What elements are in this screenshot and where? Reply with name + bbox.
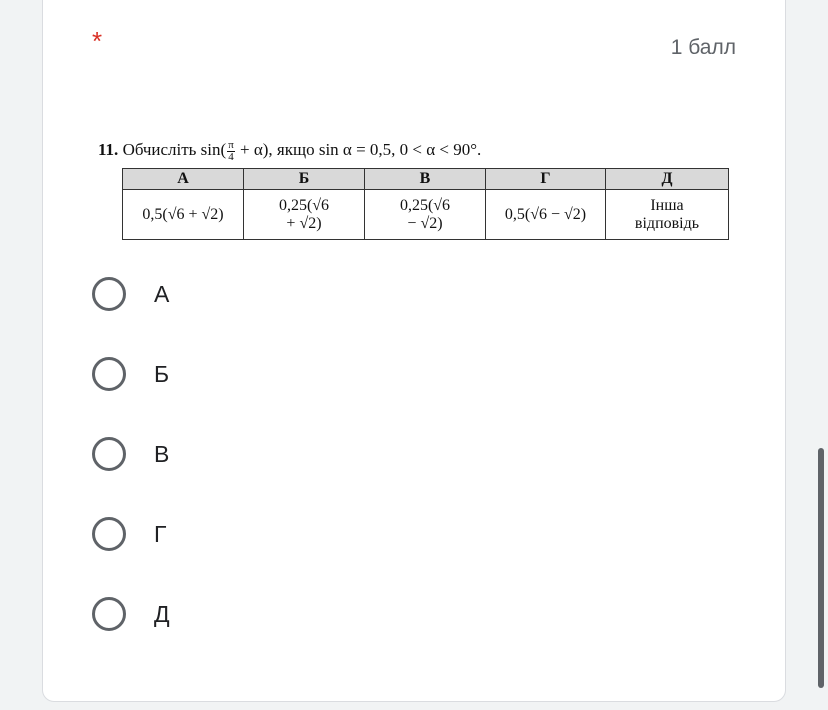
cell-d-line-2: відповідь: [634, 214, 700, 232]
problem-image: [98, 138, 738, 162]
option-b-label: Б: [154, 360, 170, 387]
radio-button-d[interactable]: [92, 597, 126, 631]
option-v-label: В: [154, 440, 170, 467]
option-v[interactable]: [90, 434, 170, 474]
option-d[interactable]: [90, 594, 170, 634]
problem-text-after: + α), якщо sin α = 0,5, 0 < α < 90°.: [235, 140, 482, 159]
cell-a: [123, 190, 244, 240]
answer-table-header-row: [123, 169, 729, 190]
radio-button-v[interactable]: [92, 437, 126, 471]
option-g-label: Г: [154, 520, 167, 547]
option-b[interactable]: [90, 354, 170, 394]
option-g[interactable]: [90, 514, 170, 554]
problem-text-before: Обчисліть sin(: [122, 140, 227, 159]
option-a[interactable]: [90, 274, 170, 314]
problem-number: 11.: [98, 140, 119, 159]
answer-table: [122, 168, 729, 240]
cell-v-line-2: − √2): [407, 214, 443, 232]
answer-table-value-row: [123, 190, 729, 240]
header-a: А: [123, 169, 244, 190]
radio-button-b[interactable]: [92, 357, 126, 391]
cell-g: [486, 190, 606, 240]
problem-statement: [98, 138, 738, 162]
points-label: 1 балл: [670, 36, 736, 59]
radio-button-g[interactable]: [92, 517, 126, 551]
option-d-label: Д: [154, 600, 170, 627]
radio-button-a[interactable]: [92, 277, 126, 311]
fraction-denominator: 4: [228, 150, 234, 163]
cell-b-line-1: 0,25(√6: [278, 196, 330, 214]
option-a-label: А: [154, 280, 170, 307]
cell-a-line-1: 0,5(√6 + √2): [142, 205, 224, 223]
header-v: В: [365, 169, 486, 190]
cell-b-line-2: + √2): [286, 214, 322, 232]
required-asterisk: *: [92, 26, 103, 56]
pi-over-four-fraction: [227, 140, 235, 163]
cell-b: [244, 190, 365, 240]
cell-d-line-1: Інша: [650, 196, 684, 214]
header-b: Б: [244, 169, 365, 190]
answer-options: [90, 274, 170, 674]
cell-d: [606, 190, 729, 240]
cell-v-line-1: 0,25(√6: [399, 196, 451, 214]
header-d: Д: [606, 169, 729, 190]
cell-g-line-1: 0,5(√6 − √2): [504, 205, 587, 223]
cell-v: [365, 190, 486, 240]
scrollbar-thumb[interactable]: [818, 448, 824, 688]
fraction-numerator: π: [228, 138, 234, 151]
header-g: Г: [486, 169, 606, 190]
